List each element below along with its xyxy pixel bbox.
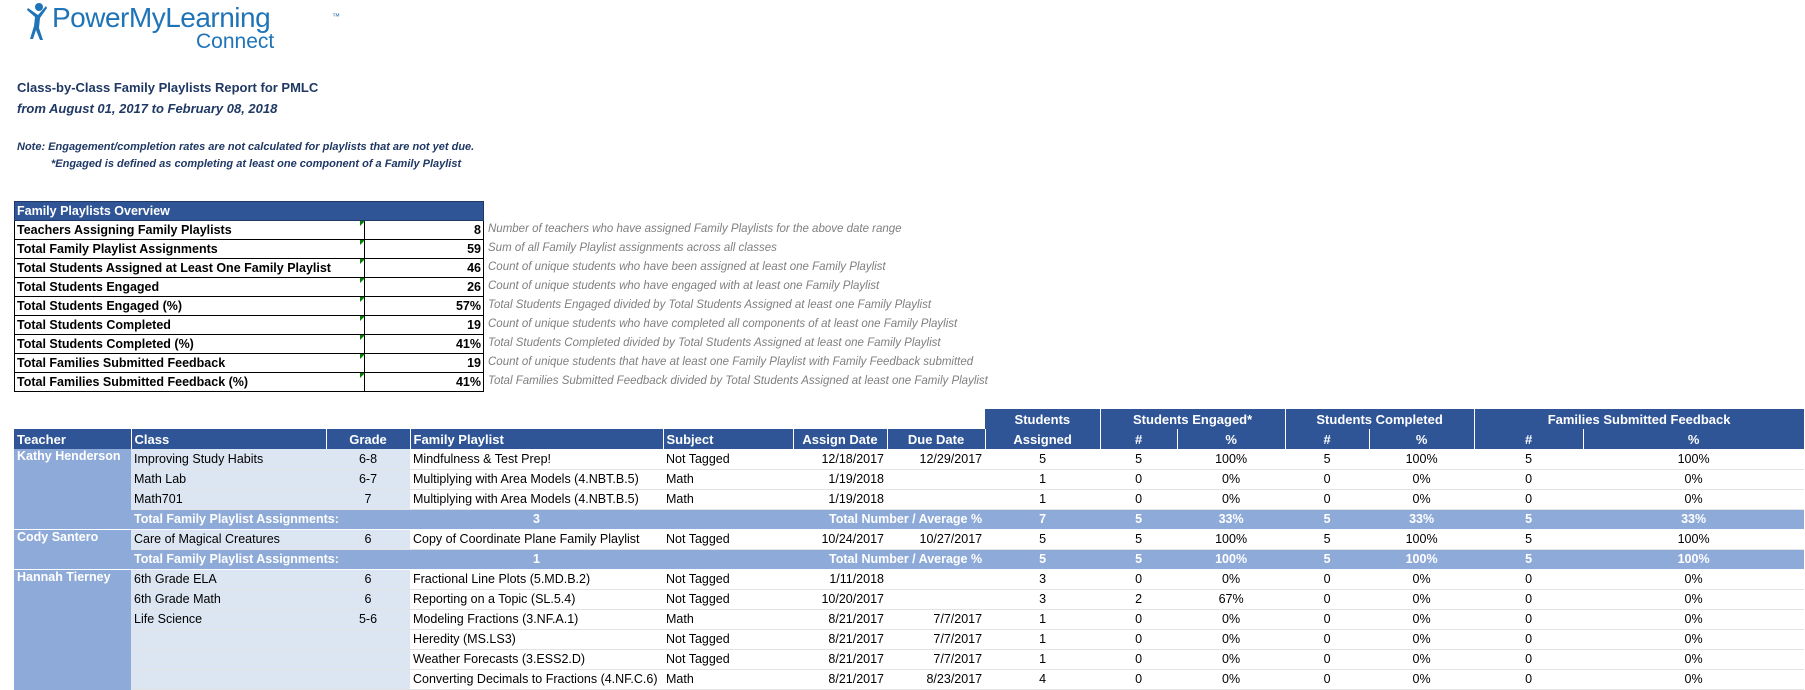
overview-row bbox=[15, 297, 484, 316]
overview-value: 59 bbox=[364, 240, 483, 259]
overview-value: 41% bbox=[364, 335, 483, 354]
family-playlist: Converting Decimals to Fractions (4.NF.C.6) bbox=[410, 669, 663, 689]
feedback-pct: 0% bbox=[1583, 589, 1804, 609]
due-date bbox=[887, 469, 985, 489]
header-students-completed: Students Completed bbox=[1285, 409, 1474, 429]
family-playlist: Multiplying with Area Models (4.NBT.B.5) bbox=[410, 469, 663, 489]
engaged-pct: 0% bbox=[1177, 469, 1285, 489]
overview-row bbox=[15, 259, 484, 278]
feedback-pct: 100% bbox=[1583, 529, 1804, 549]
feedback-pct: 0% bbox=[1583, 469, 1804, 489]
assign-date: 8/21/2017 bbox=[793, 609, 887, 629]
report-note: Note: Engagement/completion rates are not calculated for playlists that are not yet due. bbox=[17, 141, 475, 153]
due-date: 10/27/2017 bbox=[887, 529, 985, 549]
completed-pct: 0% bbox=[1369, 609, 1474, 629]
students-assigned: 5 bbox=[985, 449, 1100, 469]
total-engaged-count: 5 bbox=[1100, 549, 1177, 569]
due-date bbox=[887, 589, 985, 609]
cell-flag-icon bbox=[360, 354, 365, 359]
assign-date: 1/19/2018 bbox=[793, 489, 887, 509]
engaged-count: 0 bbox=[1100, 609, 1177, 629]
header-teacher: Teacher bbox=[14, 429, 131, 449]
completed-count: 0 bbox=[1285, 569, 1369, 589]
completed-pct: 0% bbox=[1369, 469, 1474, 489]
overview-label: Total Families Submitted Feedback bbox=[15, 354, 365, 373]
students-assigned: 1 bbox=[985, 609, 1100, 629]
feedback-pct: 0% bbox=[1583, 669, 1804, 689]
overview-value: 41% bbox=[364, 373, 483, 392]
engaged-count: 0 bbox=[1100, 489, 1177, 509]
engaged-pct: 0% bbox=[1177, 649, 1285, 669]
class-name bbox=[131, 629, 326, 649]
students-assigned: 3 bbox=[985, 589, 1100, 609]
logo-text-connect: Connect bbox=[196, 30, 275, 53]
subject: Not Tagged bbox=[663, 529, 793, 549]
header-feedback-pct: % bbox=[1583, 429, 1804, 449]
students-assigned: 4 bbox=[985, 669, 1100, 689]
total-completed-pct: 33% bbox=[1369, 509, 1474, 529]
person-logo-icon bbox=[24, 2, 50, 42]
assign-date: 8/21/2017 bbox=[793, 629, 887, 649]
total-assigned: 7 bbox=[985, 509, 1100, 529]
feedback-pct: 0% bbox=[1583, 489, 1804, 509]
table-row bbox=[14, 469, 1804, 489]
table-row bbox=[14, 489, 1804, 509]
completed-count: 5 bbox=[1285, 449, 1369, 469]
overview-row bbox=[15, 240, 484, 259]
engaged-pct: 100% bbox=[1177, 529, 1285, 549]
header-students: Students bbox=[985, 409, 1100, 429]
header-feedback-count: # bbox=[1474, 429, 1583, 449]
feedback-pct: 0% bbox=[1583, 649, 1804, 669]
completed-count: 0 bbox=[1285, 469, 1369, 489]
completed-count: 0 bbox=[1285, 669, 1369, 689]
overview-description: Sum of all Family Playlist assignments across all classes bbox=[488, 242, 777, 254]
family-playlist: Modeling Fractions (3.NF.A.1) bbox=[410, 609, 663, 629]
feedback-pct: 0% bbox=[1583, 569, 1804, 589]
family-playlist: Multiplying with Area Models (4.NBT.B.5) bbox=[410, 489, 663, 509]
engaged-pct: 0% bbox=[1177, 569, 1285, 589]
cell-flag-icon bbox=[360, 335, 365, 340]
grade: 6 bbox=[326, 589, 410, 609]
overview-description: Total Students Engaged divided by Total Students Assigned at least one Family Playlist bbox=[488, 299, 932, 311]
total-completed-count: 5 bbox=[1285, 509, 1369, 529]
feedback-count: 0 bbox=[1474, 629, 1583, 649]
logo-trademark: ™ bbox=[332, 12, 340, 21]
grade: 6-7 bbox=[326, 469, 410, 489]
report-title: Class-by-Class Family Playlists Report for PMLC bbox=[17, 80, 319, 95]
feedback-count: 0 bbox=[1474, 569, 1583, 589]
feedback-count: 0 bbox=[1474, 609, 1583, 629]
feedback-pct: 0% bbox=[1583, 609, 1804, 629]
cell-flag-icon bbox=[360, 373, 365, 378]
total-label: Total Family Playlist Assignments: bbox=[131, 549, 410, 569]
overview-description: Count of unique students who have completed all components of at least one Family Playlist bbox=[488, 318, 958, 330]
subject: Not Tagged bbox=[663, 589, 793, 609]
engaged-count: 2 bbox=[1100, 589, 1177, 609]
due-date: 8/23/2017 bbox=[887, 669, 985, 689]
total-feedback-pct: 100% bbox=[1583, 549, 1804, 569]
grade: 6 bbox=[326, 529, 410, 549]
assign-date: 8/21/2017 bbox=[793, 649, 887, 669]
class-name: 6th Grade Math bbox=[131, 589, 326, 609]
total-completed-pct: 100% bbox=[1369, 549, 1474, 569]
overview-description: Number of teachers who have assigned Family Playlists for the above date range bbox=[488, 223, 902, 235]
total-engaged-pct: 100% bbox=[1177, 549, 1285, 569]
subject: Math bbox=[663, 469, 793, 489]
students-assigned: 1 bbox=[985, 489, 1100, 509]
header-completed-pct: % bbox=[1369, 429, 1474, 449]
overview-label: Total Students Engaged bbox=[15, 278, 365, 297]
due-date bbox=[887, 489, 985, 509]
cell-flag-icon bbox=[360, 297, 365, 302]
overview-row bbox=[15, 316, 484, 335]
engaged-pct: 0% bbox=[1177, 669, 1285, 689]
cell-flag-icon bbox=[360, 221, 365, 226]
overview-value: 19 bbox=[364, 354, 483, 373]
engaged-count: 0 bbox=[1100, 669, 1177, 689]
feedback-pct: 100% bbox=[1583, 449, 1804, 469]
family-playlist: Fractional Line Plots (5.MD.B.2) bbox=[410, 569, 663, 589]
completed-pct: 0% bbox=[1369, 669, 1474, 689]
completed-pct: 0% bbox=[1369, 589, 1474, 609]
overview-value: 57% bbox=[364, 297, 483, 316]
completed-count: 0 bbox=[1285, 609, 1369, 629]
overview-description: Total Students Completed divided by Total Students Assigned at least one Family Playlist bbox=[488, 337, 941, 349]
grade bbox=[326, 649, 410, 669]
group-header-row bbox=[14, 409, 1804, 429]
family-playlist: Copy of Coordinate Plane Family Playlist bbox=[410, 529, 663, 549]
completed-pct: 100% bbox=[1369, 529, 1474, 549]
overview-header: Family Playlists Overview bbox=[15, 202, 484, 221]
engaged-count: 0 bbox=[1100, 569, 1177, 589]
completed-count: 0 bbox=[1285, 489, 1369, 509]
overview-value: 8 bbox=[364, 221, 483, 240]
class-name bbox=[131, 669, 326, 689]
completed-pct: 0% bbox=[1369, 649, 1474, 669]
overview-label: Total Students Completed bbox=[15, 316, 365, 335]
feedback-count: 0 bbox=[1474, 649, 1583, 669]
assign-date: 10/24/2017 bbox=[793, 529, 887, 549]
subject: Math bbox=[663, 669, 793, 689]
completed-count: 0 bbox=[1285, 589, 1369, 609]
class-name: Care of Magical Creatures bbox=[131, 529, 326, 549]
family-playlist: Reporting on a Topic (SL.5.4) bbox=[410, 589, 663, 609]
engaged-count: 0 bbox=[1100, 629, 1177, 649]
subject: Not Tagged bbox=[663, 449, 793, 469]
header-completed-count: # bbox=[1285, 429, 1369, 449]
feedback-count: 0 bbox=[1474, 489, 1583, 509]
due-date: 7/7/2017 bbox=[887, 649, 985, 669]
grade: 6-8 bbox=[326, 449, 410, 469]
class-name: Improving Study Habits bbox=[131, 449, 326, 469]
completed-count: 5 bbox=[1285, 529, 1369, 549]
students-assigned: 3 bbox=[985, 569, 1100, 589]
completed-count: 0 bbox=[1285, 629, 1369, 649]
due-date: 12/29/2017 bbox=[887, 449, 985, 469]
total-assigned: 5 bbox=[985, 549, 1100, 569]
completed-pct: 0% bbox=[1369, 629, 1474, 649]
overview-description: Count of unique students that have at least one Family Playlist with Family Feedback submitted bbox=[488, 356, 974, 368]
family-playlist: Weather Forecasts (3.ESS2.D) bbox=[410, 649, 663, 669]
teacher-name: Kathy Henderson bbox=[14, 449, 131, 509]
family-playlist: Mindfulness & Test Prep! bbox=[410, 449, 663, 469]
class-name: Math701 bbox=[131, 489, 326, 509]
engaged-count: 5 bbox=[1100, 529, 1177, 549]
class-name: 6th Grade ELA bbox=[131, 569, 326, 589]
family-playlist: Heredity (MS.LS3) bbox=[410, 629, 663, 649]
header-class: Class bbox=[131, 429, 326, 449]
class-name: Math Lab bbox=[131, 469, 326, 489]
cell-flag-icon bbox=[360, 316, 365, 321]
total-spacer bbox=[663, 549, 793, 569]
engaged-pct: 0% bbox=[1177, 629, 1285, 649]
cell-flag-icon bbox=[360, 259, 365, 264]
overview-descriptions bbox=[488, 220, 988, 391]
overview-label: Total Family Playlist Assignments bbox=[15, 240, 365, 259]
students-assigned: 1 bbox=[985, 469, 1100, 489]
assign-date: 1/19/2018 bbox=[793, 469, 887, 489]
total-spacer bbox=[14, 549, 131, 569]
total-average-label: Total Number / Average % bbox=[793, 549, 985, 569]
overview-row bbox=[15, 221, 484, 240]
total-spacer bbox=[663, 509, 793, 529]
due-date bbox=[887, 569, 985, 589]
total-assignment-count: 3 bbox=[410, 509, 663, 529]
students-assigned: 1 bbox=[985, 649, 1100, 669]
table-row bbox=[14, 449, 1804, 469]
total-feedback-count: 5 bbox=[1474, 509, 1583, 529]
due-date: 7/7/2017 bbox=[887, 629, 985, 649]
grade bbox=[326, 629, 410, 649]
completed-pct: 100% bbox=[1369, 449, 1474, 469]
class-name bbox=[131, 649, 326, 669]
header-subject: Subject bbox=[663, 429, 793, 449]
assign-date: 1/11/2018 bbox=[793, 569, 887, 589]
header-assign-date: Assign Date bbox=[793, 429, 887, 449]
grade bbox=[326, 669, 410, 689]
header-due-date: Due Date bbox=[887, 429, 985, 449]
feedback-pct: 0% bbox=[1583, 629, 1804, 649]
header-assigned: Assigned bbox=[985, 429, 1100, 449]
table-row bbox=[14, 589, 1804, 609]
teacher-total-row bbox=[14, 509, 1804, 529]
subject: Not Tagged bbox=[663, 649, 793, 669]
engaged-count: 0 bbox=[1100, 469, 1177, 489]
table-row bbox=[14, 529, 1804, 549]
engaged-pct: 67% bbox=[1177, 589, 1285, 609]
table-row bbox=[14, 569, 1804, 589]
overview-label: Total Students Engaged (%) bbox=[15, 297, 365, 316]
engaged-count: 0 bbox=[1100, 649, 1177, 669]
overview-row bbox=[15, 373, 484, 392]
overview-label: Total Students Assigned at Least One Family Playlist bbox=[15, 259, 365, 278]
header-students-engaged: Students Engaged* bbox=[1100, 409, 1285, 429]
total-label: Total Family Playlist Assignments: bbox=[131, 509, 410, 529]
teacher-total-row bbox=[14, 549, 1804, 569]
class-name: Life Science bbox=[131, 609, 326, 629]
overview-value: 26 bbox=[364, 278, 483, 297]
subject: Not Tagged bbox=[663, 569, 793, 589]
feedback-count: 0 bbox=[1474, 589, 1583, 609]
logo-text-powermylearning: PowerMyLearning bbox=[52, 2, 271, 33]
assign-date: 12/18/2017 bbox=[793, 449, 887, 469]
total-engaged-count: 5 bbox=[1100, 509, 1177, 529]
table-row bbox=[14, 609, 1804, 629]
total-spacer bbox=[14, 509, 131, 529]
overview-description: Count of unique students who have engaged with at least one Family Playlist bbox=[488, 280, 880, 292]
header-family-playlist: Family Playlist bbox=[410, 429, 663, 449]
overview-label: Total Families Submitted Feedback (%) bbox=[15, 373, 365, 392]
completed-count: 0 bbox=[1285, 649, 1369, 669]
class-playlists-table bbox=[14, 409, 1805, 690]
completed-pct: 0% bbox=[1369, 569, 1474, 589]
table-row bbox=[14, 629, 1804, 649]
teacher-name: Hannah Tierney bbox=[14, 569, 131, 689]
header-engaged-count: # bbox=[1100, 429, 1177, 449]
grade: 6 bbox=[326, 569, 410, 589]
total-engaged-pct: 33% bbox=[1177, 509, 1285, 529]
column-header-row bbox=[14, 429, 1804, 449]
overview-description: Count of unique students who have been assigned at least one Family Playlist bbox=[488, 261, 886, 273]
total-average-label: Total Number / Average % bbox=[793, 509, 985, 529]
grade: 5-6 bbox=[326, 609, 410, 629]
engaged-pct: 0% bbox=[1177, 489, 1285, 509]
table-row bbox=[14, 669, 1804, 689]
students-assigned: 5 bbox=[985, 529, 1100, 549]
overview-label: Total Students Completed (%) bbox=[15, 335, 365, 354]
students-assigned: 1 bbox=[985, 629, 1100, 649]
feedback-count: 0 bbox=[1474, 669, 1583, 689]
overview-value: 19 bbox=[364, 316, 483, 335]
grade: 7 bbox=[326, 489, 410, 509]
total-feedback-pct: 33% bbox=[1583, 509, 1804, 529]
header-grade: Grade bbox=[326, 429, 410, 449]
total-feedback-count: 5 bbox=[1474, 549, 1583, 569]
assign-date: 10/20/2017 bbox=[793, 589, 887, 609]
engaged-pct: 100% bbox=[1177, 449, 1285, 469]
feedback-count: 0 bbox=[1474, 469, 1583, 489]
total-assignment-count: 1 bbox=[410, 549, 663, 569]
completed-pct: 0% bbox=[1369, 489, 1474, 509]
engaged-pct: 0% bbox=[1177, 609, 1285, 629]
due-date: 7/7/2017 bbox=[887, 609, 985, 629]
teacher-name: Cody Santero bbox=[14, 529, 131, 549]
overview-row bbox=[15, 278, 484, 297]
header-engaged-pct: % bbox=[1177, 429, 1285, 449]
overview-row bbox=[15, 354, 484, 373]
overview-value: 46 bbox=[364, 259, 483, 278]
header-families-feedback: Families Submitted Feedback bbox=[1474, 409, 1804, 429]
family-playlists-overview-table bbox=[14, 201, 484, 392]
table-row bbox=[14, 649, 1804, 669]
total-completed-count: 5 bbox=[1285, 549, 1369, 569]
assign-date: 8/21/2017 bbox=[793, 669, 887, 689]
overview-description: Total Families Submitted Feedback divided by Total Students Assigned at least one Family Playlist bbox=[488, 375, 988, 387]
overview-label: Teachers Assigning Family Playlists bbox=[15, 221, 365, 240]
cell-flag-icon bbox=[360, 240, 365, 245]
subject: Math bbox=[663, 489, 793, 509]
overview-row bbox=[15, 335, 484, 354]
report-date-range: from August 01, 2017 to February 08, 2018 bbox=[17, 101, 278, 116]
engaged-count: 5 bbox=[1100, 449, 1177, 469]
subject: Not Tagged bbox=[663, 629, 793, 649]
feedback-count: 5 bbox=[1474, 529, 1583, 549]
engaged-definition-note: *Engaged is defined as completing at least one component of a Family Playlist bbox=[51, 158, 462, 170]
subject: Math bbox=[663, 609, 793, 629]
pml-logo bbox=[24, 2, 340, 56]
feedback-count: 5 bbox=[1474, 449, 1583, 469]
cell-flag-icon bbox=[360, 278, 365, 283]
